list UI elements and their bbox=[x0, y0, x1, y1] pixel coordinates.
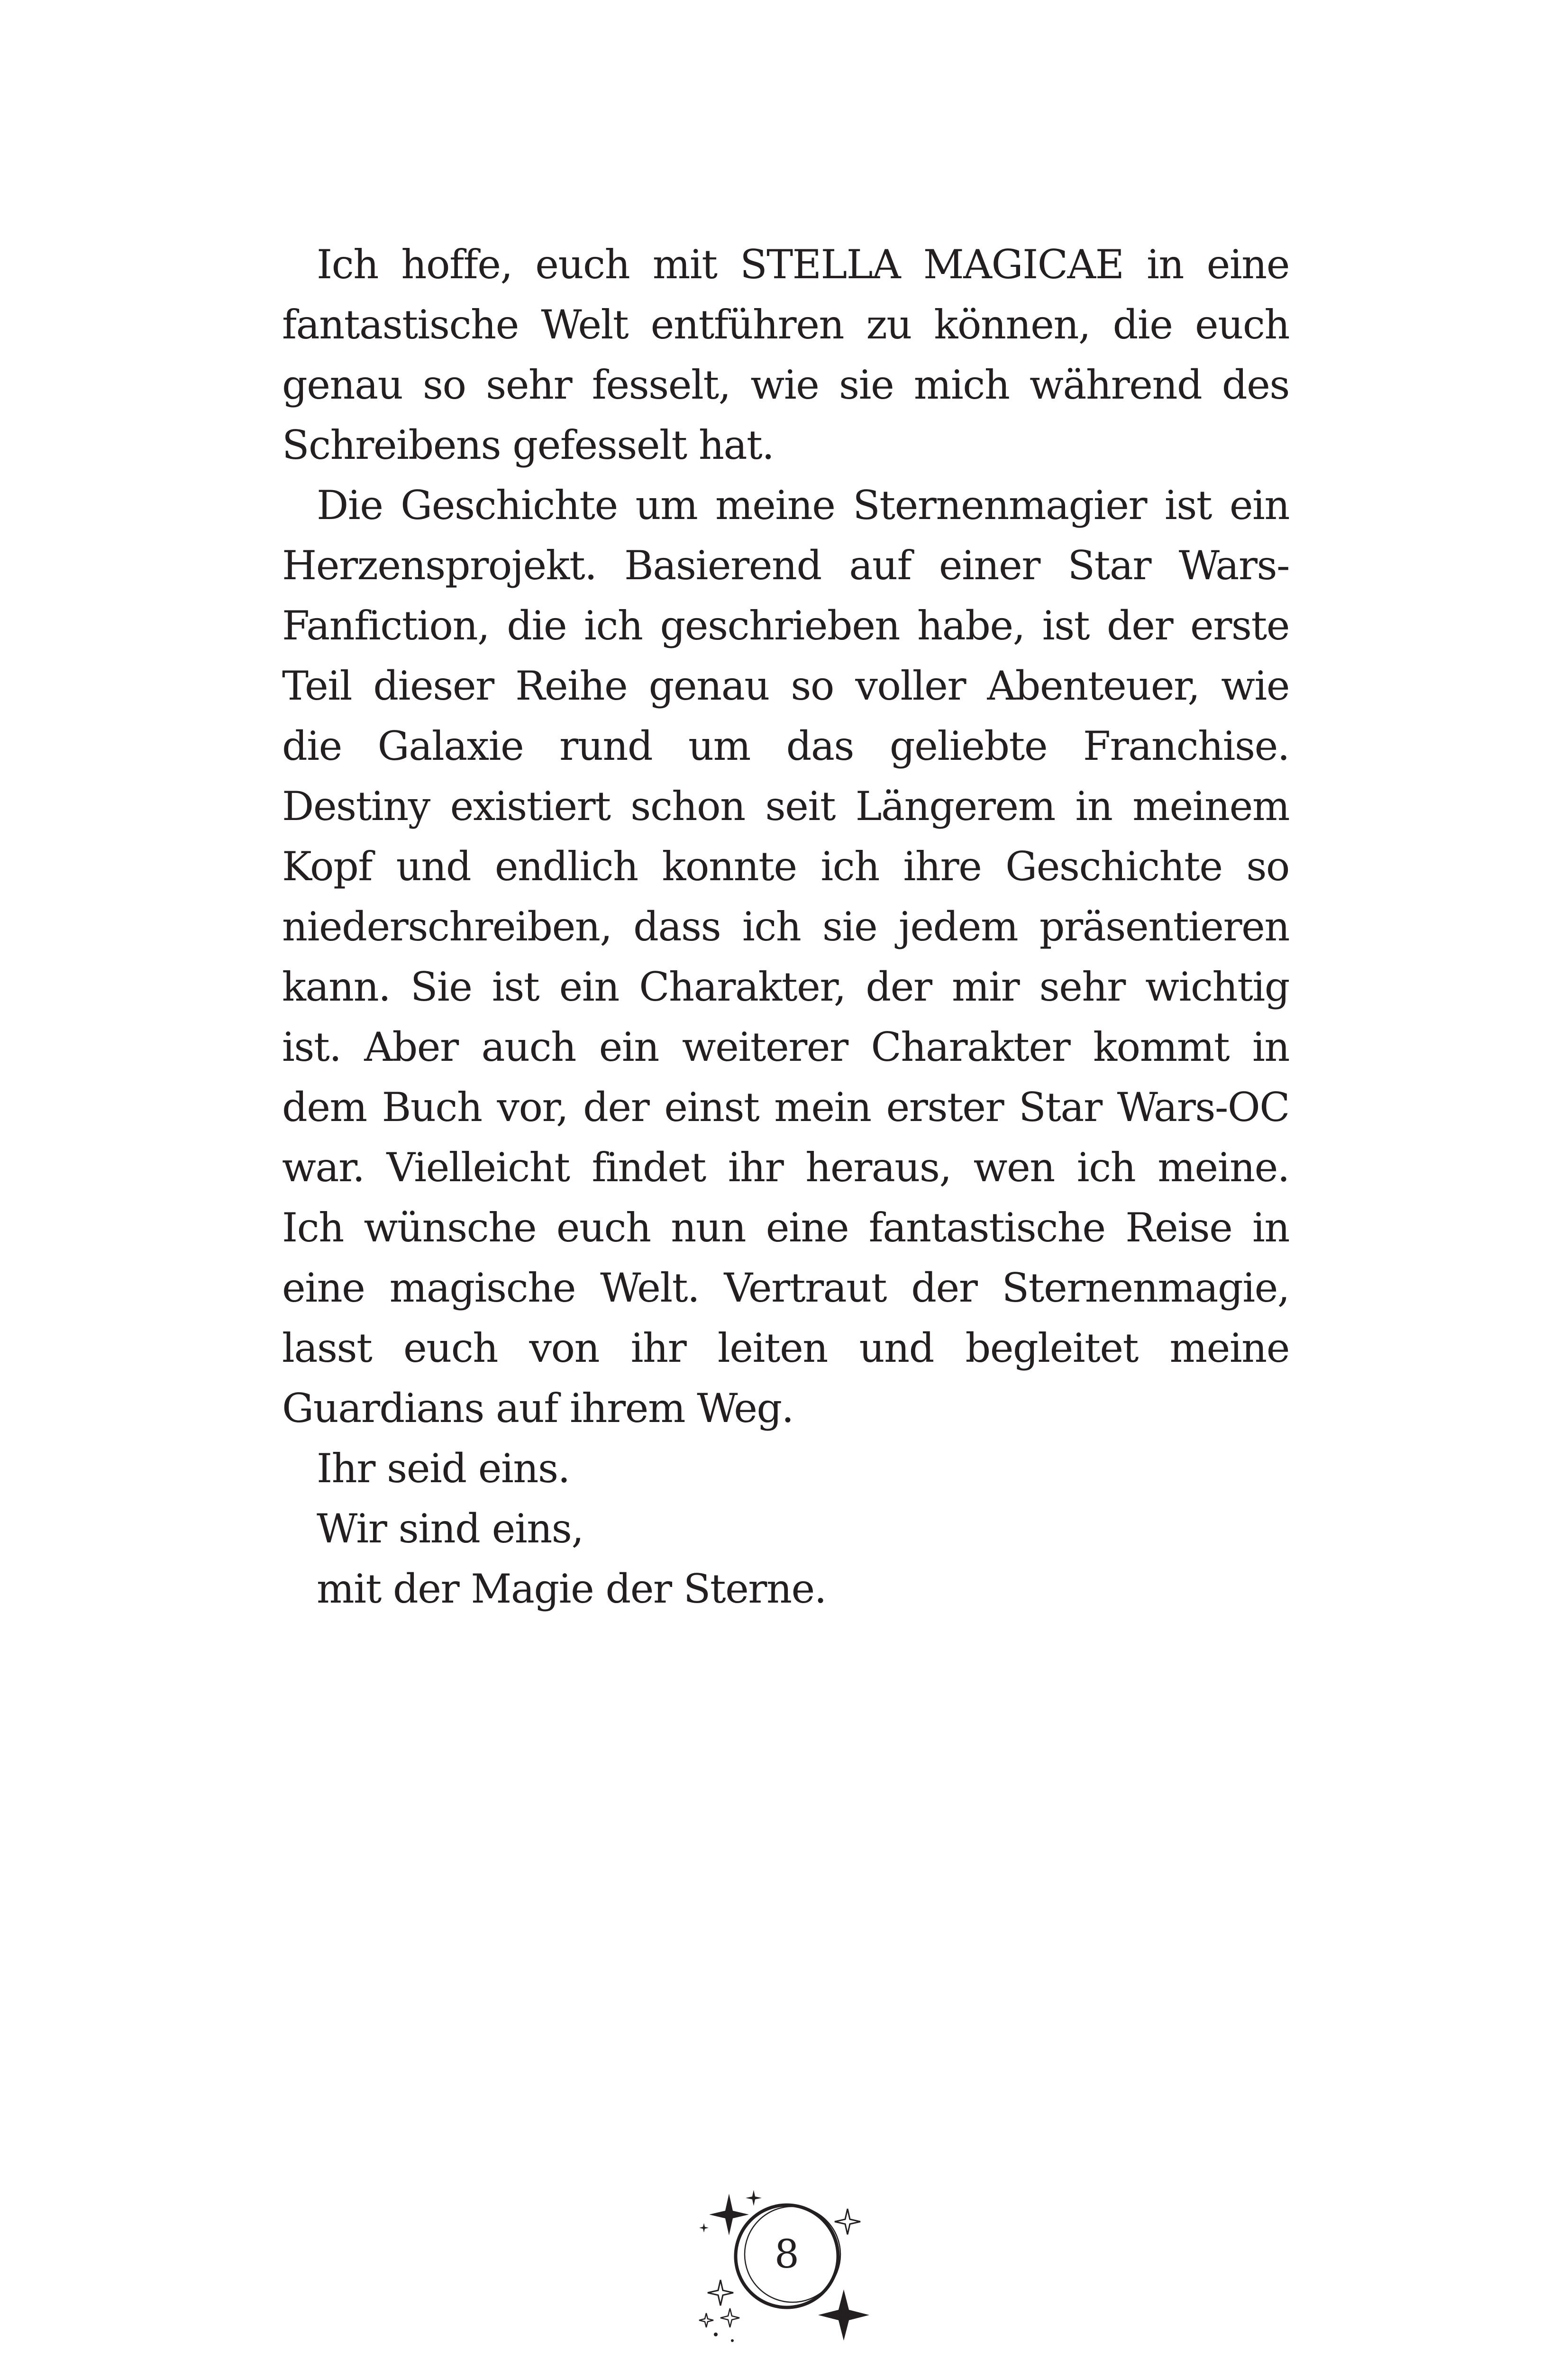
closing-line-3: mit der Magie der Sterne. bbox=[317, 1566, 826, 1612]
paragraph-story: Die Geschichte um meine Sternenmagier ist ein Herzensprojekt. Basierend auf einer Star Wars-Fanfiction, die ich geschrieben habe, ist der erste Teil dieser Reihe genau so voller Abenteuer, wie die Galaxie rund um das geliebte Franchise. Destiny existiert schon seit Längerem in meinem Kopf und endlich konnte ich ihre Geschichte so niederschreiben, dass ich sie jedem präsentieren kann. Sie ist ein Charakter, der mir sehr wichtig ist. Aber auch ein weiterer Charakter kommt in dem Buch vor, der einst mein erster Star Wars-OC war. Vielleicht findet ihr heraus, wen ich meine. Ich wünsche euch nun eine fantastische Reise in eine magische Welt. Vertraut der Sternenmagie, lasst euch von ihr leiten und begleitet meine Guardians auf ihrem Weg. bbox=[282, 482, 1289, 1431]
closing-line-1: Ihr seid eins. bbox=[317, 1445, 570, 1492]
body-text bbox=[282, 235, 1289, 1619]
closing-line-2: Wir sind eins, bbox=[317, 1505, 583, 1552]
page-number: 8 bbox=[774, 2232, 800, 2277]
paragraph-intro: Ich hoffe, euch mit STELLA MAGICAE in eine fantastische Welt entführen zu können, die euch genau so sehr fesselt, wie sie mich während des Schreibens gefesselt hat. bbox=[282, 241, 1289, 468]
